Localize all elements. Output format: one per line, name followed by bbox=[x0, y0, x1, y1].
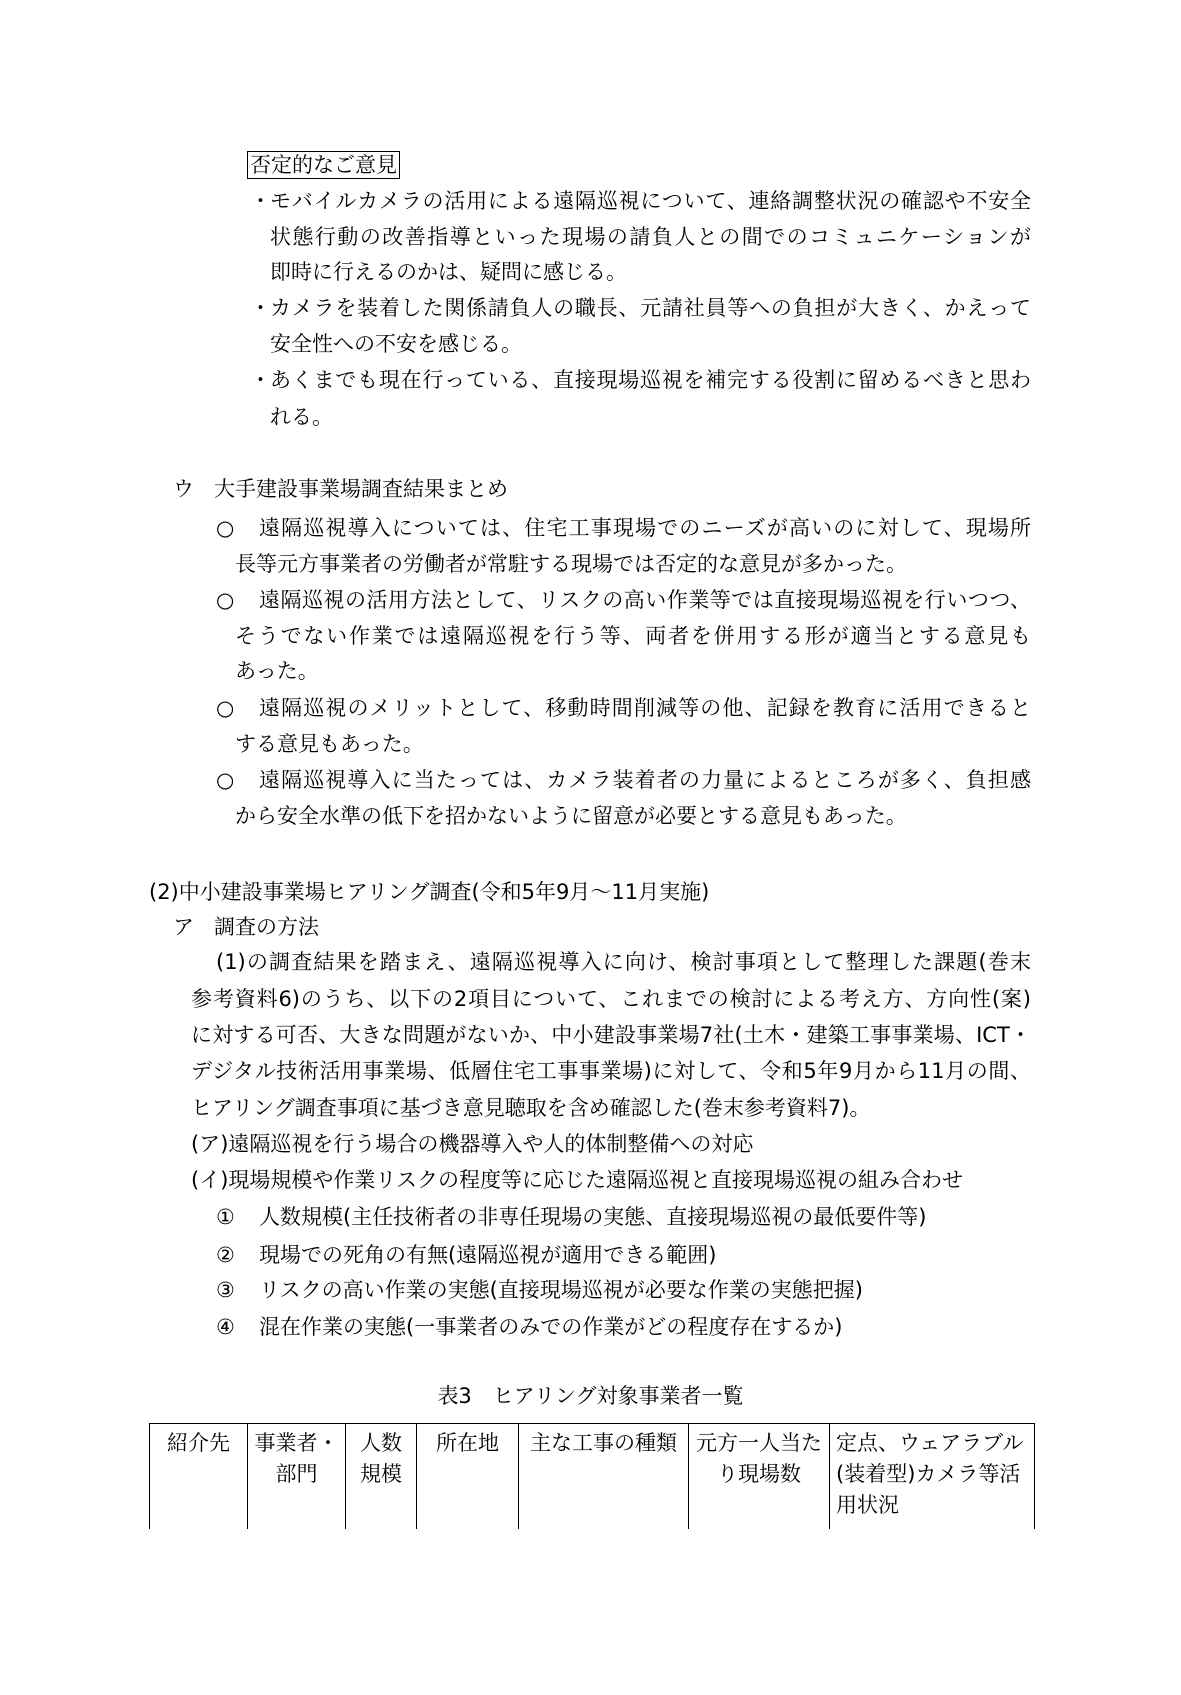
method-heading: 調査の方法 bbox=[214, 915, 319, 939]
bullet: ・ bbox=[250, 368, 271, 392]
paragraph-line: に対する可否、大きな問題がないか、中小建設事業場7社(土木・建築工事事業場、ICT・ bbox=[191, 1023, 1031, 1047]
item-i: (イ)現場規模や作業リスクの程度等に応じた遠隔巡視と直接現場巡視の組み合わせ bbox=[191, 1168, 963, 1192]
summary-item-line: 遠隔巡視導入については、住宅工事現場でのニーズが高いのに対して、現場所 bbox=[259, 516, 1031, 540]
summary-item-line: 遠隔巡視導入に当たっては、カメラ装着者の力量によるところが多く、負担感 bbox=[259, 768, 1031, 792]
bullet: ・ bbox=[250, 296, 271, 320]
negative-opinions-heading: 否定的なご意見 bbox=[247, 151, 400, 179]
summary-item-line: あった。 bbox=[235, 659, 319, 683]
header-cell: 元方一人当たり現場数 bbox=[689, 1424, 830, 1530]
circle-bullet: ○ bbox=[216, 516, 235, 540]
number-marker: ① bbox=[216, 1205, 235, 1229]
number-marker: ④ bbox=[216, 1315, 235, 1339]
circle-bullet: ○ bbox=[216, 588, 235, 612]
number-marker: ③ bbox=[216, 1278, 235, 1302]
header-cell: 定点、ウェアラブル(装着型)カメラ等活用状況 bbox=[830, 1424, 1035, 1530]
paragraph-line: (1)の調査結果を踏まえ、遠隔巡視導入に向け、検討事項として整理した課題(巻末 bbox=[216, 950, 1031, 974]
bullet: ・ bbox=[250, 189, 271, 213]
header-cell: 所在地 bbox=[417, 1424, 519, 1530]
item-a: (ア)遠隔巡視を行う場合の機器導入や人的体制整備への対応 bbox=[191, 1132, 754, 1156]
negative-item-1-line: モバイルカメラの活用による遠隔巡視について、連絡調整状況の確認や不安全 bbox=[270, 189, 1031, 213]
numbered-item: 現場での死角の有無(遠隔巡視が適用できる範囲) bbox=[259, 1243, 717, 1267]
summary-item-line: から安全水準の低下を招かないように留意が必要とする意見もあった。 bbox=[235, 804, 907, 828]
paragraph-line: デジタル技術活用事業場、低層住宅工事事業場)に対して、令和5年9月から11月の間、 bbox=[191, 1059, 1031, 1083]
negative-item-3-line: あくまでも現在行っている、直接現場巡視を補完する役割に留めるべきと思わ bbox=[270, 368, 1031, 392]
summary-item-line: 遠隔巡視の活用方法として、リスクの高い作業等では直接現場巡視を行いつつ、 bbox=[259, 588, 1031, 612]
header-cell: 主な工事の種類 bbox=[519, 1424, 689, 1530]
negative-item-2-line: カメラを装着した関係請負人の職長、元請社員等への負担が大きく、かえって bbox=[270, 296, 1031, 320]
summary-heading: 大手建設事業場調査結果まとめ bbox=[214, 477, 508, 501]
negative-item-1-line: 即時に行えるのかは、疑問に感じる。 bbox=[270, 260, 627, 284]
negative-item-1-line: 状態行動の改善指導といった現場の請負人との間でのコミュニケーションが bbox=[270, 225, 1031, 249]
negative-item-3-line: れる。 bbox=[270, 405, 333, 429]
summary-item-line: 長等元方事業者の労働者が常駐する現場では否定的な意見が多かった。 bbox=[235, 552, 907, 576]
section-2-heading: (2)中小建設事業場ヒアリング調査(令和5年9月～11月実施) bbox=[149, 880, 710, 904]
paragraph-line: 参考資料6)のうち、以下の2項目について、これまでの検討による考え方、方向性(案) bbox=[191, 987, 1031, 1011]
table-title: 表3 ヒアリング対象事業者一覧 bbox=[437, 1384, 744, 1408]
numbered-item: リスクの高い作業の実態(直接現場巡視が必要な作業の実態把握) bbox=[259, 1278, 863, 1302]
summary-item-line: 遠隔巡視のメリットとして、移動時間削減等の他、記録を教育に活用できると bbox=[259, 696, 1031, 720]
header-cell: 事業者・部門 bbox=[248, 1424, 346, 1530]
circle-bullet: ○ bbox=[216, 768, 235, 792]
section-marker: ウ bbox=[173, 477, 194, 501]
paragraph-line: ヒアリング調査事項に基づき意見聴取を含め確認した(巻末参考資料7)。 bbox=[191, 1096, 871, 1120]
section-marker: ア bbox=[173, 915, 194, 939]
header-cell: 紹介先 bbox=[150, 1424, 248, 1530]
operators-table bbox=[149, 1423, 1035, 1529]
negative-item-2-line: 安全性への不安を感じる。 bbox=[270, 332, 522, 356]
header-cell: 人数規模 bbox=[346, 1424, 417, 1530]
summary-item-line: する意見もあった。 bbox=[235, 732, 424, 756]
numbered-item: 混在作業の実態(一事業者のみでの作業がどの程度存在するか) bbox=[259, 1315, 843, 1339]
number-marker: ② bbox=[216, 1243, 235, 1267]
numbered-item: 人数規模(主任技術者の非専任現場の実態、直接現場巡視の最低要件等) bbox=[259, 1205, 927, 1229]
table-header-row bbox=[150, 1424, 1035, 1530]
circle-bullet: ○ bbox=[216, 696, 235, 720]
summary-item-line: そうでない作業では遠隔巡視を行う等、両者を併用する形が適当とする意見も bbox=[235, 624, 1031, 648]
